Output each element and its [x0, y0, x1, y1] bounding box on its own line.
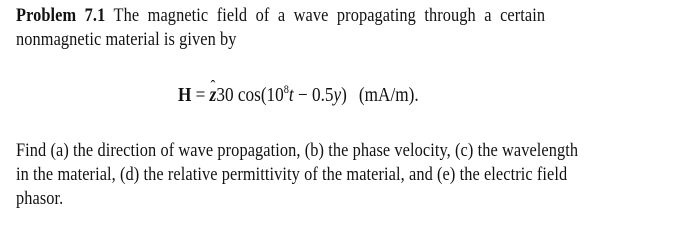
- eq-unit: (mA/m).: [358, 84, 419, 106]
- eq-close: ): [341, 84, 347, 106]
- eq-lhs: H: [178, 84, 192, 106]
- problem-questions: [16, 139, 579, 211]
- eq-unit-vector: ˆ z: [210, 84, 217, 106]
- problem-label: Problem 7.1: [16, 5, 106, 26]
- statement-line-2: nonmagnetic material is given by: [16, 29, 237, 50]
- eq-equals: =: [191, 84, 210, 106]
- statement-line-1: [16, 4, 566, 28]
- question-line-1: Find (a) the direction of wave propagation, (b) the phase velocity, (c) the wavelength: [16, 140, 579, 161]
- eq-middle: − 0.5: [293, 84, 334, 106]
- eq-coefficient: 30 cos(10: [216, 84, 284, 106]
- magnetic-field-equation: [178, 83, 419, 107]
- statement-text-1: The magnetic field of a wave propagating through a certain: [113, 5, 546, 26]
- problem-statement: [16, 4, 566, 52]
- eq-time-var: t: [288, 84, 294, 106]
- question-line-2: in the material, (d) the relative permittivity of the material, and (e) the electric field: [16, 164, 568, 185]
- question-line-3: phasor.: [16, 188, 64, 209]
- eq-space-var: y: [333, 84, 342, 106]
- eq-exponent: 8: [283, 82, 289, 96]
